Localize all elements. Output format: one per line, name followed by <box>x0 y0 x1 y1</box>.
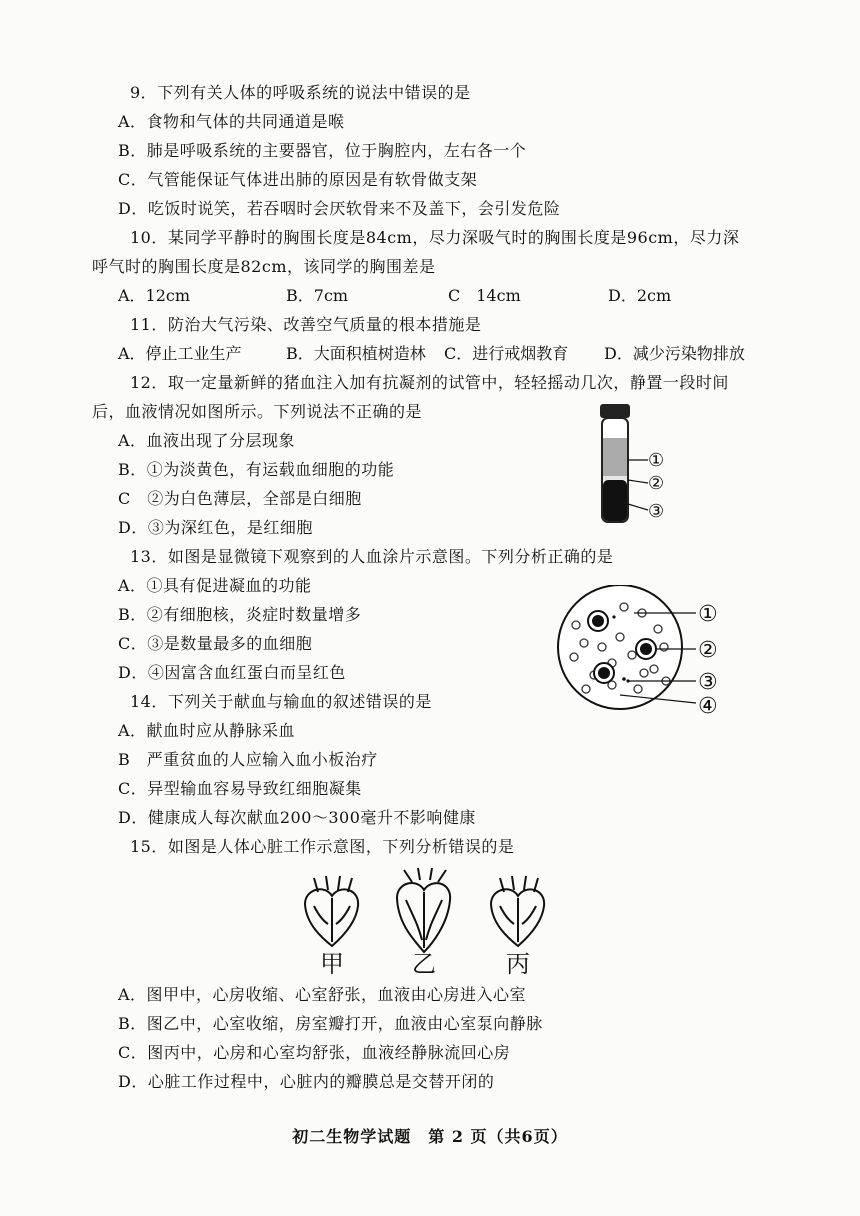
heart-label-yi: 乙 <box>412 950 436 978</box>
smear-label-2: ② <box>698 638 718 663</box>
question-10-stem-cont: 呼气时的胸围长度是82cm，该同学的胸围差是 <box>92 257 436 276</box>
q13-option-c: C．③是数量最多的血细胞 <box>118 634 313 653</box>
q10-option-a: A．12cm <box>118 286 191 305</box>
heart-bing <box>491 876 544 946</box>
question-12-stem-cont: 后，血液情况如图所示。下列说法不正确的是 <box>92 402 423 421</box>
question-12-stem: 12．取一定量新鲜的猪血注入加有抗凝剂的试管中，轻轻摇动几次，静置一段时间 <box>130 373 729 392</box>
q13-option-b: B．②有细胞核，炎症时数量增多 <box>118 605 362 624</box>
q9-option-b: B．肺是呼吸系统的主要器官，位于胸腔内，左右各一个 <box>118 141 527 160</box>
tube-label-1: ① <box>648 450 665 471</box>
smear-label-3: ③ <box>698 670 718 695</box>
page-footer: 初二生物学试题 第 2 页（共6页） <box>292 1127 568 1146</box>
q12-option-c: C ②为白色薄层，全部是白细胞 <box>118 489 362 508</box>
q14-option-c: C．异型输血容易导致红细胞凝集 <box>118 779 362 798</box>
q9-option-d: D．吃饭时说笑，若吞咽时会厌软骨来不及盖下，会引发危险 <box>118 199 561 218</box>
heart-yi <box>397 868 450 952</box>
q13-option-a: A．①具有促进凝血的功能 <box>118 576 312 595</box>
buffy-coat-layer <box>603 476 627 480</box>
test-tube-figure <box>588 400 678 530</box>
red-cell-layer <box>603 480 627 521</box>
q15-option-b: B．图乙中，心室收缩，房室瓣打开，血液由心室泵向静脉 <box>118 1014 543 1033</box>
q9-option-c: C．气管能保证气体进出肺的原因是有软骨做支架 <box>118 170 478 189</box>
question-13-stem: 13．如图是显微镜下观察到的人血涂片示意图。下列分析正确的是 <box>130 547 614 566</box>
label-line-2 <box>628 480 648 483</box>
q12-option-a: A．血液出现了分层现象 <box>118 431 296 450</box>
heart-jia <box>305 876 358 946</box>
heart-label-jia: 甲 <box>320 950 344 978</box>
heart-diagram-figure <box>290 866 560 978</box>
q10-option-b: B．7cm <box>286 286 349 305</box>
q14-option-b: B 严重贫血的人应输入血小板治疗 <box>118 750 378 769</box>
q14-option-d: D．健康成人每次献血200～300毫升不影响健康 <box>118 808 476 827</box>
question-9-stem: 9．下列有关人体的呼吸系统的说法中错误的是 <box>130 83 471 102</box>
microscope-field <box>558 585 682 709</box>
plasma-layer <box>603 438 627 476</box>
tube-label-2: ② <box>648 473 665 494</box>
q11-option-d: D．减少污染物排放 <box>604 344 745 363</box>
question-14-stem: 14．下列关于献血与输血的叙述错误的是 <box>130 692 432 711</box>
question-10-stem: 10．某同学平静时的胸围长度是84cm，尽力深吸气时的胸围长度是96cm，尽力深 <box>130 228 740 247</box>
q12-option-d: D．③为深红色，是红细胞 <box>118 518 313 537</box>
q15-option-d: D．心脏工作过程中，心脏内的瓣膜总是交替开闭的 <box>118 1072 495 1091</box>
question-11-stem: 11．防治大气污染、改善空气质量的根本措施是 <box>130 315 482 334</box>
blood-smear-figure <box>554 585 754 720</box>
q15-option-c: C．图丙中，心房和心室均舒张，血液经静脉流回心房 <box>118 1043 511 1062</box>
q10-option-c: C 14cm <box>448 286 521 305</box>
q10-option-d: D．2cm <box>608 286 672 305</box>
q12-option-b: B．①为淡黄色，有运载血细胞的功能 <box>118 460 395 479</box>
tube-stopper <box>600 404 630 418</box>
q11-option-c: C．进行戒烟教育 <box>444 344 569 363</box>
label-line-3 <box>628 504 648 510</box>
q13-option-d: D．④因富含血红蛋白而呈红色 <box>118 663 346 682</box>
q14-option-a: A．献血时应从静脉采血 <box>118 721 296 740</box>
q15-option-a: A．图甲中，心房收缩、心室舒张，血液由心房进入心室 <box>118 985 527 1004</box>
q9-option-a: A．食物和气体的共同通道是喉 <box>118 112 345 131</box>
heart-label-bing: 丙 <box>506 950 530 978</box>
tube-label-3: ③ <box>648 501 665 522</box>
smear-label-4: ④ <box>698 694 718 719</box>
q11-option-a: A．停止工业生产 <box>118 344 242 363</box>
question-15-stem: 15．如图是人体心脏工作示意图，下列分析错误的是 <box>130 837 515 856</box>
smear-label-1: ① <box>698 602 718 627</box>
q11-option-b: B．大面积植树造林 <box>286 344 426 363</box>
